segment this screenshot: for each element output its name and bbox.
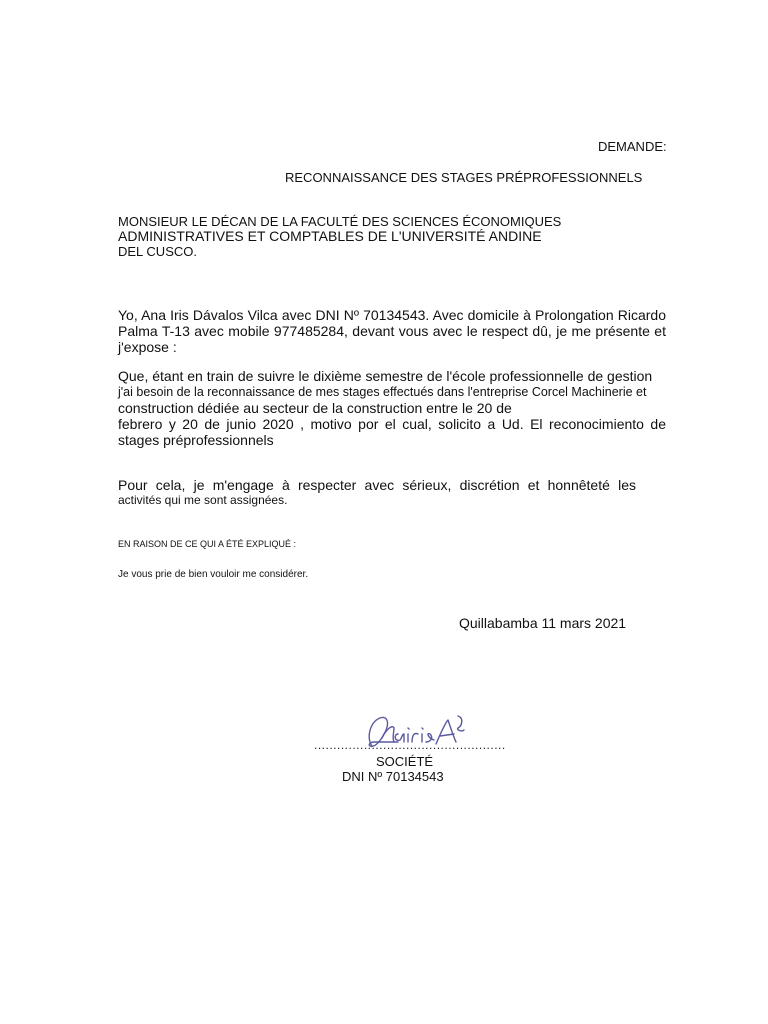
intro-line: Yo, Ana Iris Dávalos Vilca avec DNI Nº 70134543. Avec domicile à Prolongation Ricardo	[118, 307, 666, 323]
engagement-paragraph	[118, 477, 636, 507]
request-paragraph	[118, 368, 666, 448]
signature-line: ..................................................	[314, 738, 506, 752]
engagement-line: Pour cela, je m'engage à respecter avec sérieux, discrétion et honnêteté les	[118, 477, 636, 493]
addressee-block	[118, 214, 666, 259]
intro-line: j'expose :	[118, 339, 177, 355]
addressee-line: ADMINISTRATIVES ET COMPTABLES DE L'UNIVERSITÉ ANDINE	[118, 228, 542, 244]
request-line: construction dédiée au secteur de la construction entre le 20 de	[118, 400, 512, 416]
addressee-line: DEL CUSCO.	[118, 244, 197, 259]
request-line: Que, étant en train de suivre le dixième semestre de l'école professionnelle de gestion	[118, 368, 653, 384]
closing-sentence: Je vous prie de bien vouloir me considérer.	[118, 569, 309, 580]
request-line: j'ai besoin de la reconnaissance de mes stages effectués dans l'entreprise Corcel Machinerie et	[118, 385, 647, 399]
reason-heading: EN RAISON DE CE QUI A ÉTÉ EXPLIQUÉ :	[118, 539, 297, 549]
place-date: Quillabamba 11 mars 2021	[459, 615, 627, 631]
request-line: febrero y 20 de junio 2020 , motivo por el cual, solicito a Ud. El reconocimiento de	[118, 416, 666, 432]
signer-role: SOCIÉTÉ	[376, 754, 434, 769]
addressee-line: MONSIEUR LE DÉCAN DE LA FACULTÉ DES SCIENCES ÉCONOMIQUES	[118, 214, 562, 229]
request-line: stages préprofessionnels	[118, 432, 274, 448]
subject-title: RECONNAISSANCE DES STAGES PRÉPROFESSIONNELS	[285, 170, 643, 185]
signer-dni: DNI Nº 70134543	[342, 769, 444, 784]
demande-label: DEMANDE:	[598, 139, 667, 154]
intro-paragraph	[118, 307, 666, 355]
engagement-line: activités qui me sont assignées.	[118, 493, 288, 507]
intro-line: Palma T-13 avec mobile 977485284, devant vous avec le respect dû, je me présente et	[118, 323, 666, 339]
